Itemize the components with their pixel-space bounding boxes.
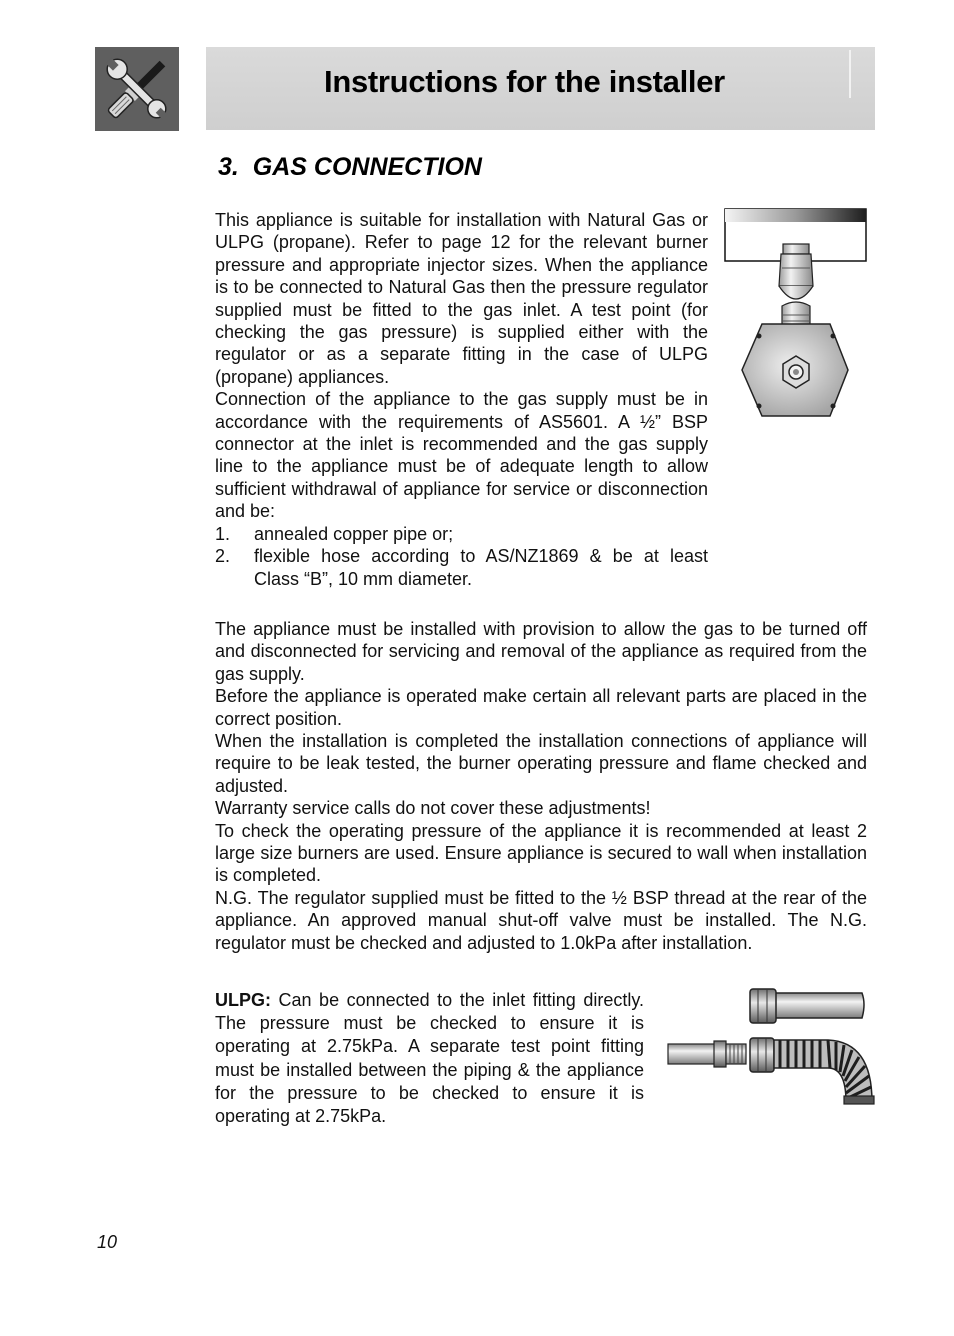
paragraph: When the installation is completed the installation connections of appliance will require to be leak tested, the burner operating pressure and flame checked and adjusted. <box>215 731 867 796</box>
ulpg-label: ULPG: <box>215 990 271 1010</box>
list-item <box>215 523 708 545</box>
gas-regulator-illustration <box>724 208 870 429</box>
supply-options-list <box>215 523 708 590</box>
header-tools-icon <box>95 47 179 131</box>
page-number: 10 <box>97 1232 118 1252</box>
paragraph: To check the operating pressure of the appliance it is recommended at least 2 large size burners are used. Ensure appliance is secured to wall when installation is completed. <box>215 820 867 886</box>
section-title-text: GAS CONNECTION <box>252 153 482 181</box>
section-title <box>218 153 482 182</box>
list-item-number: 2. <box>215 546 231 567</box>
section-number: 3. <box>218 153 239 181</box>
paragraph: The appliance must be installed with provision to allow the gas to be turned off and disconnected for servicing and removal of the appliance as required from the gas supply. <box>215 619 867 684</box>
paragraph: Warranty service calls do not cover these adjustments! <box>215 798 651 819</box>
list-item-number: 1. <box>215 523 231 544</box>
intro-paragraph: This appliance is suitable for installation with Natural Gas or ULPG (propane). Refer to page 12 for the relevant burner pressure and appropriate injector sizes. When the appliance is to be connected to Natural Gas then the pressure regulator supplied must be fitted to the gas inlet. A test point (for checking the gas pressure) is supplied either with the regulator or as a separate fitting in the case of ULPG (propane) appliances. <box>215 210 708 387</box>
ulpg-paragraph <box>215 989 644 1128</box>
list-item-text: annealed copper pipe or; <box>254 523 454 544</box>
intro-paragraph: Connection of the appliance to the gas supply must be in accordance with the requirements of AS5601. A ½” BSP connector at the inlet is recommended and the gas supply line to the appliance must be of adequate length to allow sufficient withdrawal of appliance for service or disconnection and be: <box>215 389 708 522</box>
header-separator <box>849 50 851 98</box>
list-item-text: flexible hose according to AS/NZ1869 & be at least Class “B”, 10 mm diameter. <box>254 546 708 589</box>
list-item <box>215 545 708 590</box>
ulpg-text: Can be connected to the inlet fitting directly. The pressure must be checked to ensure it is operating at 2.75kPa. A separate test point fitting must be installed between the piping & the appliance for the pressure to be checked to ensure it is operating at 2.75kPa. <box>215 990 644 1127</box>
intro-block <box>215 209 708 590</box>
page-header-title: Instructions for the installer <box>324 64 725 99</box>
instructions-block <box>215 618 867 954</box>
header-bar <box>206 47 875 130</box>
flexible-hose-illustration <box>666 984 878 1113</box>
paragraph: Before the appliance is operated make certain all relevant parts are placed in the correct position. <box>215 686 867 729</box>
paragraph: N.G. The regulator supplied must be fitted to the ½ BSP thread at the rear of the appliance. An approved manual shut-off valve must be installed. The N.G. regulator must be checked and adjusted to 1.0kPa after installation. <box>215 887 867 953</box>
